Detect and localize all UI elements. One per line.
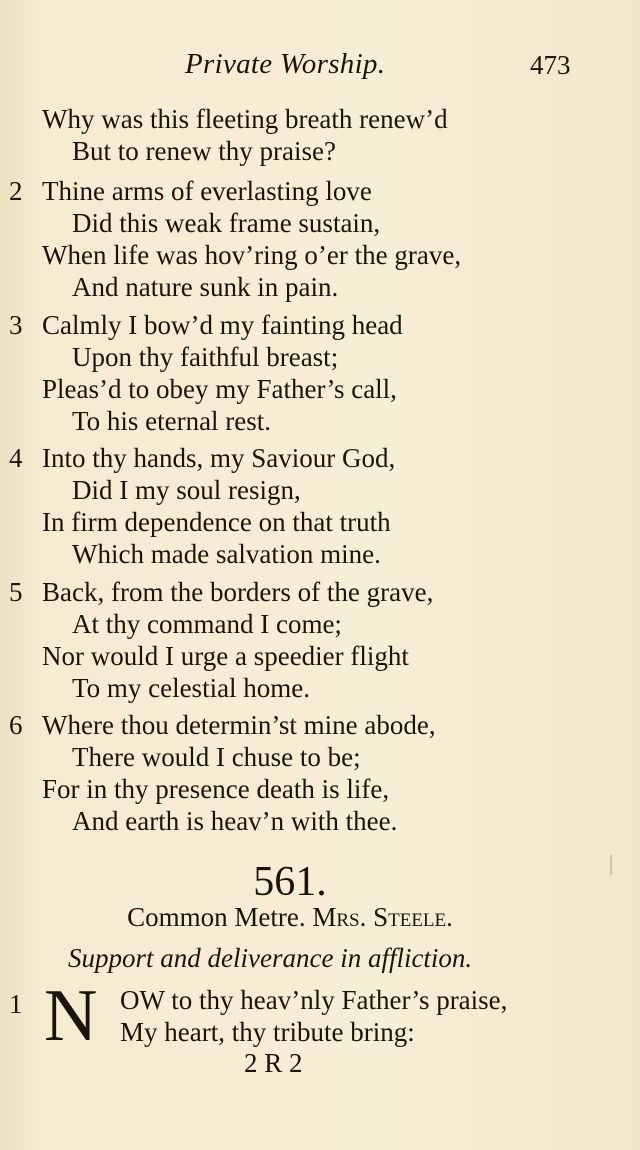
- verse-line: At thy command I come;: [72, 609, 342, 639]
- page-number: 473: [530, 50, 571, 80]
- verse-line: My heart, thy tribute bring:: [120, 1017, 415, 1047]
- verse-line: But to renew thy praise?: [72, 136, 336, 166]
- verse-line: Upon thy faithful breast;: [72, 342, 339, 372]
- verse-number: 3: [9, 310, 23, 340]
- verse-line: Calmly I bow’d my fainting head: [42, 310, 403, 340]
- verse-line: Did I my soul resign,: [72, 475, 301, 505]
- verse-line: Nor would I urge a speedier flight: [42, 641, 409, 671]
- hymn-meter: Common Metre.: [127, 902, 306, 932]
- verse-line: For in thy presence death is life,: [42, 774, 390, 804]
- verse-line: Pleas’d to obey my Father’s call,: [42, 374, 397, 404]
- verse-line: Why was this fleeting breath renew’d: [42, 104, 448, 134]
- hymn-meter-line: [0, 902, 580, 933]
- verse-line: To my celestial home.: [72, 673, 311, 703]
- signature-mark: 2 R 2: [244, 1048, 303, 1078]
- verse-number: 1: [9, 989, 23, 1019]
- verse-line: OW to thy heav’nly Father’s praise,: [120, 985, 508, 1015]
- verse-line: Did this weak frame sustain,: [72, 208, 381, 238]
- verse-number: 5: [9, 577, 23, 607]
- page-header: [0, 48, 640, 88]
- verse-line: To his eternal rest.: [72, 406, 272, 436]
- verse-line: And earth is heav’n with thee.: [72, 806, 398, 836]
- verse-line: Into thy hands, my Saviour God,: [42, 443, 396, 473]
- verse-number: 2: [9, 176, 23, 206]
- hymn-author: Mrs. Steele.: [312, 902, 453, 932]
- hymn-subject: Support and deliverance in affliction.: [68, 943, 473, 973]
- verse-line: In firm dependence on that truth: [42, 507, 391, 537]
- hymn-number: 561.: [253, 859, 327, 905]
- verse-line: Where thou determin’st mine abode,: [42, 710, 436, 740]
- verse-line: And nature sunk in pain.: [72, 272, 339, 302]
- page-blemish: [610, 855, 612, 875]
- verse-line: When life was hov’ring o’er the grave,: [42, 240, 462, 270]
- verse-line: There would I chuse to be;: [72, 742, 361, 772]
- verse-number: 4: [9, 443, 23, 473]
- verse-line: Back, from the borders of the grave,: [42, 577, 434, 607]
- drop-cap: N: [44, 975, 98, 1057]
- verse-line: Which made salvation mine.: [72, 539, 381, 569]
- verse-number: 6: [9, 710, 23, 740]
- verse-line: Thine arms of everlasting love: [42, 176, 372, 206]
- running-head: Private Worship.: [185, 48, 386, 80]
